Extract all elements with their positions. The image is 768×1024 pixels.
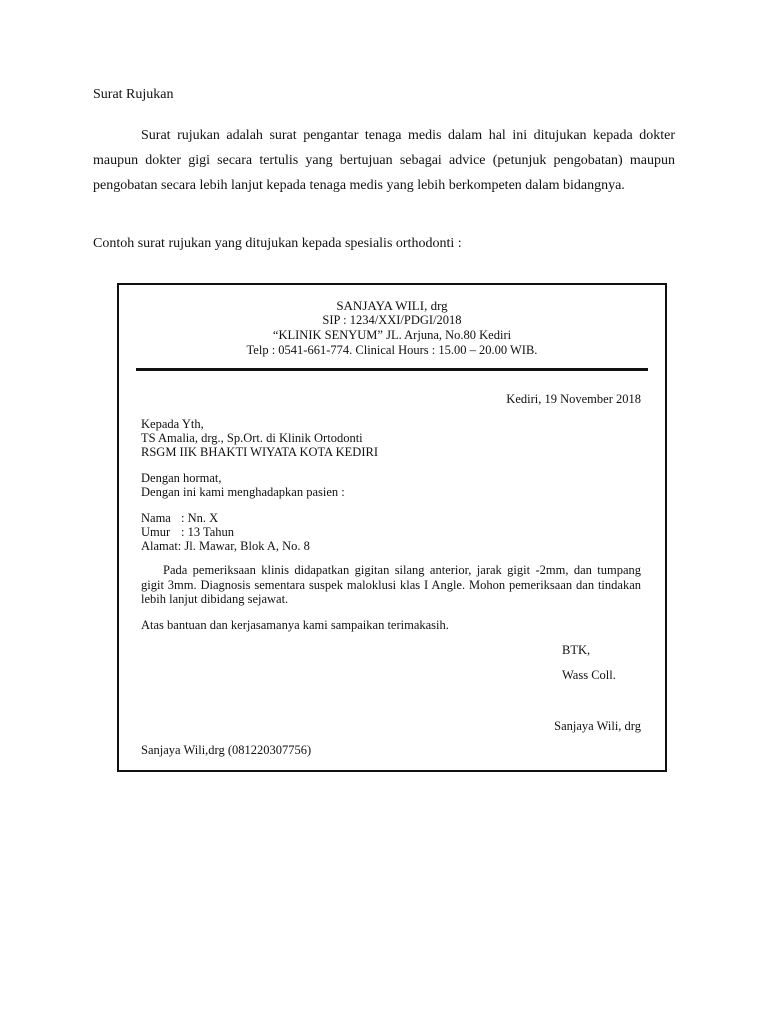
patient-age-label: Umur xyxy=(141,525,171,539)
closing-wass: Wass Coll. xyxy=(562,668,616,682)
letterhead xyxy=(119,298,665,358)
letter-body: Pada pemeriksaan klinis didapatkan gigitan silang anterior, jarak gigit -2mm, dan tumpang gigit 3mm. Diagnosis sementara suspek maloklusi klas I Angle. Mohon pemeriksaan dan tindakan lebih lanjut dibidang sejawat. xyxy=(141,563,641,606)
patient-age-row xyxy=(141,525,310,539)
patient-name-value: : Nn. X xyxy=(181,511,219,525)
signer-name: Sanjaya Wili, drg xyxy=(554,719,641,733)
header-divider xyxy=(136,368,648,371)
letter-date: Kediri, 19 November 2018 xyxy=(506,392,641,406)
closing-btk: BTK, xyxy=(562,643,591,657)
page-title: Surat Rujukan xyxy=(93,87,174,102)
recipient-institution: RSGM IIK BHAKTI WIYATA KOTA KEDIRI xyxy=(141,445,378,459)
patient-name-row xyxy=(141,511,310,525)
patient-address-row xyxy=(141,539,310,553)
recipient-block xyxy=(141,417,378,459)
letterhead-clinic: “KLINIK SENYUM” JL. Arjuna, No.80 Kediri xyxy=(272,328,512,342)
greeting-block xyxy=(141,471,345,499)
recipient-name: TS Amalia, drg., Sp.Ort. di Klinik Ortodonti xyxy=(141,431,363,445)
presenting-line: Dengan ini kami menghadapkan pasien : xyxy=(141,485,345,499)
patient-name-label: Nama xyxy=(141,511,171,525)
letterhead-name: SANJAYA WILI, drg xyxy=(336,298,448,313)
thanks-line: Atas bantuan dan kerjasamanya kami sampaikan terimakasih. xyxy=(141,618,449,632)
footer-contact: Sanjaya Wili,drg (081220307756) xyxy=(141,743,312,757)
referral-letter xyxy=(117,283,667,772)
greeting: Dengan hormat, xyxy=(141,471,222,485)
example-intro: Contoh surat rujukan yang ditujukan kepada spesialis orthodonti : xyxy=(93,236,462,251)
intro-paragraph: Surat rujukan adalah surat pengantar tenaga medis dalam hal ini ditujukan kepada dokter maupun dokter gigi secara tertulis yang bertujuan sebagai advice (petunjuk pengobatan) maupun pengobatan secara lebih lanjut kepada tenaga medis yang lebih berkompeten dalam bidangnya. xyxy=(93,128,675,193)
recipient-salutation: Kepada Yth, xyxy=(141,417,204,431)
patient-age-value: : 13 Tahun xyxy=(181,525,235,539)
patient-info xyxy=(141,511,310,553)
letterhead-contact: Telp : 0541-661-774. Clinical Hours : 15.00 – 20.00 WIB. xyxy=(246,343,538,357)
patient-address-value: : Jl. Mawar, Blok A, No. 8 xyxy=(177,539,310,553)
letterhead-sip: SIP : 1234/XXI/PDGI/2018 xyxy=(322,313,462,327)
patient-address-label: Alamat xyxy=(141,539,178,553)
